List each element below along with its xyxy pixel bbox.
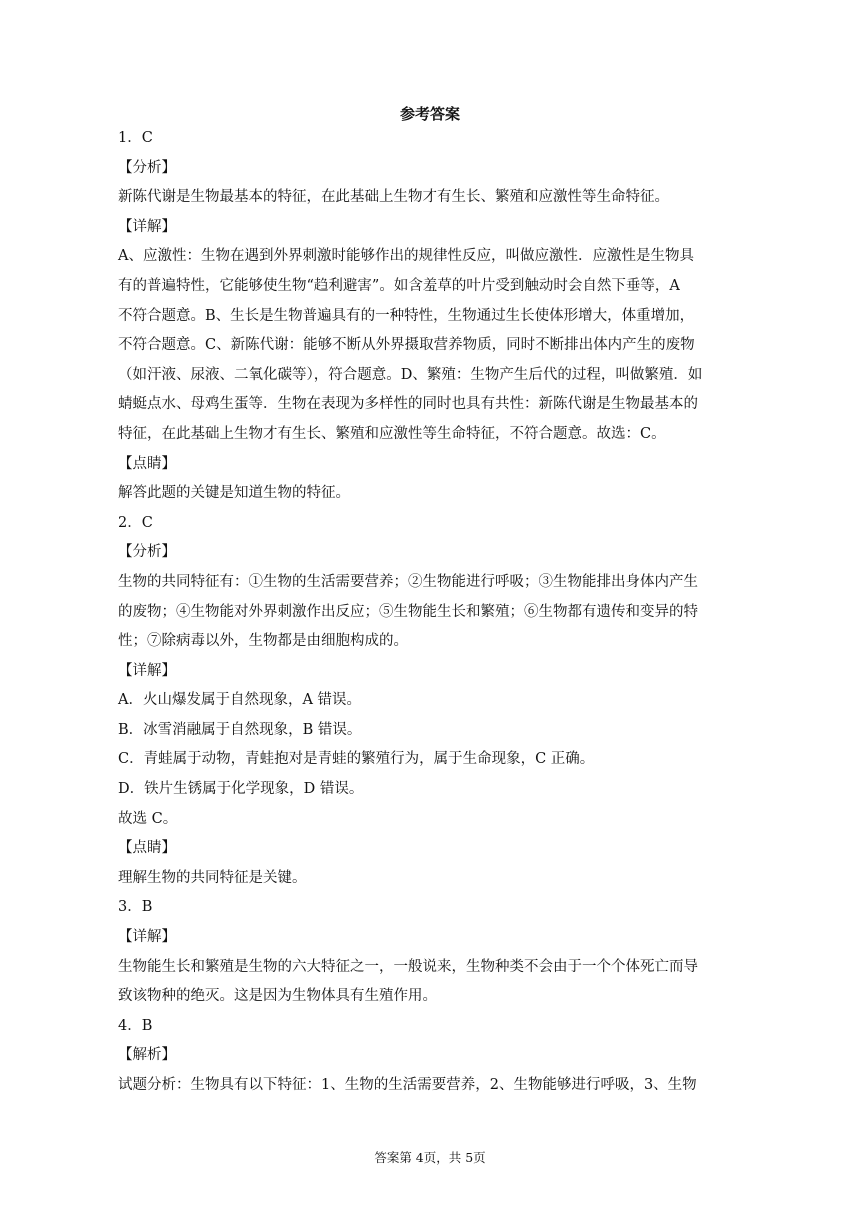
text-line: 1．C — [118, 130, 153, 146]
text-line: 【分析】 — [118, 159, 176, 176]
text-line: 生物的共同特征有：①生物的生活需要营养；②生物能进行呼吸；③生物能排出身体内产生 — [118, 573, 698, 590]
text-line: 【详解】 — [118, 218, 176, 235]
text-line: 【分析】 — [118, 544, 176, 561]
text-line: 性；⑦除病毒以外，生物都是由细胞构成的。 — [118, 633, 408, 650]
text-line: 【详解】 — [118, 929, 176, 946]
text-line: 【解析】 — [118, 1047, 176, 1064]
text-line: 有的普遍特性，它能够使生物“趋利避害”。如含羞草的叶片受到触动时会自然下垂等，A — [118, 277, 680, 294]
text-line: 4．B — [118, 1017, 153, 1034]
text-line: 蜻蜓点水、母鸡生蛋等．生物在表现为多样性的同时也具有共性：新陈代谢是生物最基本的 — [118, 396, 698, 413]
text-line: A、应激性：生物在遇到外界刺激时能够作出的规律性反应，叫做应激性．应激性是生物具 — [118, 248, 694, 265]
text-line: 生物能生长和繁殖是生物的六大特征之一，一般说来，生物种类不会由于一个个体死亡而导 — [118, 958, 698, 975]
answer-content — [118, 124, 738, 1101]
text-line: A．火山爆发属于自然现象，A 错误。 — [118, 692, 362, 709]
text-line: 2．C — [118, 514, 153, 531]
text-line: 不符合题意。C、新陈代谢：能够不断从外界摄取营养物质，同时不断排出体内产生的废物 — [118, 337, 695, 354]
text-line: 解答此题的关键是知道生物的特征。 — [118, 485, 350, 502]
text-line: 试题分析：生物具有以下特征：1、生物的生活需要营养，2、生物能够进行呼吸，3、生物 — [118, 1077, 697, 1093]
text-line: 新陈代谢是生物最基本的特征，在此基础上生物才有生长、繁殖和应激性等生命特征。 — [118, 189, 669, 206]
text-line: B．冰雪消融属于自然现象，B 错误。 — [118, 721, 362, 738]
page-footer: 答案第 4页，共 5页 — [374, 1150, 486, 1165]
text-line: （如汗液、尿液、二氧化碳等），符合题意。D、繁殖：生物产生后代的过程，叫做繁殖．如 — [118, 366, 703, 383]
text-line: 致该物种的绝灭。这是因为生物体具有生殖作用。 — [118, 988, 437, 1005]
text-line: 【详解】 — [118, 662, 176, 679]
text-line: 【点睛】 — [118, 455, 176, 472]
text-line: C．青蛙属于动物，青蛙抱对是青蛙的繁殖行为，属于生命现象，C 正确。 — [118, 751, 595, 768]
text-line: 故选 C。 — [118, 810, 178, 827]
page-title: 参考答案 — [399, 105, 460, 123]
text-line: 理解生物的共同特征是关键。 — [118, 869, 307, 886]
text-line: 特征，在此基础上生物才有生长、繁殖和应激性等生命特征，不符合题意。故选：C。 — [118, 425, 666, 442]
text-line: 不符合题意。B、生长是生物普遍具有的一种特性，生物通过生长使体形增大，体重增加， — [118, 307, 695, 324]
text-line: 【点睛】 — [118, 840, 176, 857]
text-line: 的废物；④生物能对外界刺激作出反应；⑤生物能生长和繁殖；⑥生物都有遗传和变异的特 — [118, 603, 698, 620]
text-line: D．铁片生锈属于化学现象，D 错误。 — [118, 781, 364, 798]
text-line: 3．B — [118, 899, 153, 916]
